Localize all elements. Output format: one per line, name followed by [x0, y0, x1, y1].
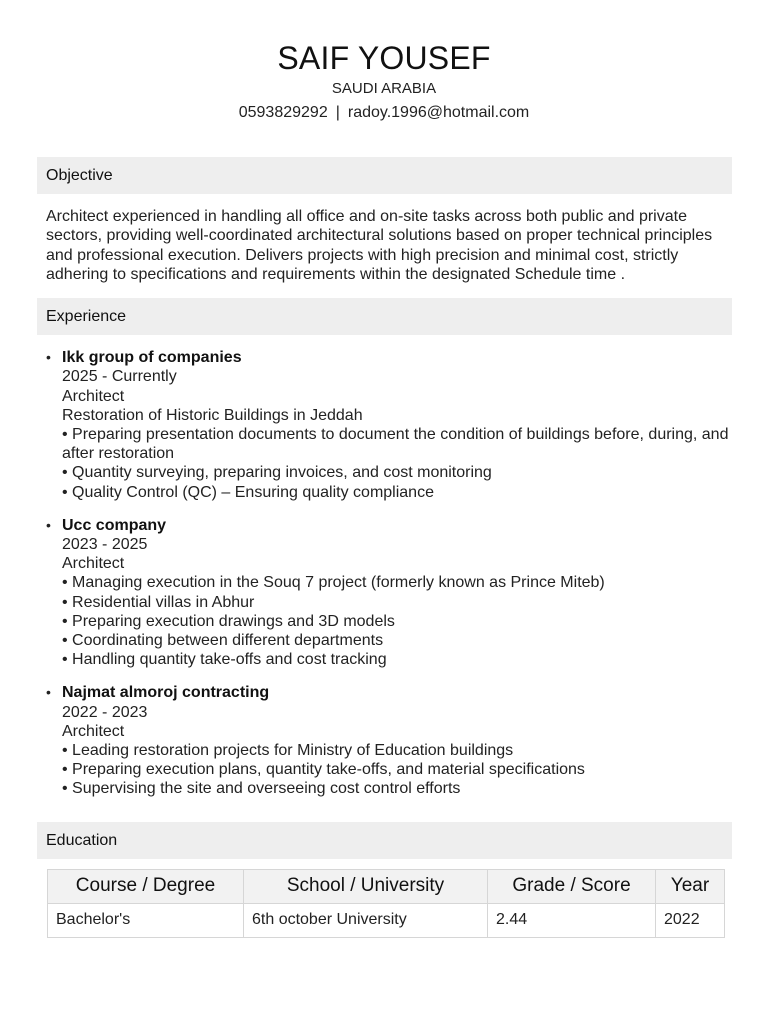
job-role: Architect: [62, 722, 125, 740]
job-detail: • Coordinating between different departments: [62, 632, 384, 650]
experience-section-header: Experience: [37, 298, 732, 335]
job-role: Architect: [62, 555, 125, 573]
objective-section-header: Objective: [37, 157, 732, 194]
job-detail: • Quality Control (QC) – Ensuring quality compliance: [62, 483, 434, 501]
experience-item: [46, 516, 732, 670]
job-period: 2022 - 2023: [62, 703, 148, 721]
column-header-year: Year: [656, 869, 725, 903]
cell-year: 2022: [656, 903, 725, 937]
job-detail: • Preparing execution plans, quantity take-offs, and material specifications: [62, 761, 585, 779]
phone-number: 0593829292: [238, 104, 328, 121]
job-detail: • Residential villas in Abhur: [62, 593, 255, 611]
job-detail: • Preparing execution drawings and 3D models: [62, 612, 395, 630]
experience-list: [46, 348, 732, 798]
resume-header: [0, 0, 768, 123]
experience-item: [46, 683, 732, 798]
job-detail: • Leading restoration projects for Ministry of Education buildings: [62, 742, 514, 760]
job-period: 2025 - Currently: [62, 368, 177, 386]
education-section-header: Education: [37, 822, 732, 859]
column-header-course: Course / Degree: [48, 869, 244, 903]
candidate-name: SAIF YOUSEF: [277, 40, 491, 76]
contact-line: [0, 102, 768, 123]
job-detail: • Managing execution in the Souq 7 project (formerly known as Prince Miteb): [62, 574, 605, 592]
column-header-school: School / University: [244, 869, 488, 903]
company-name: Ucc company: [62, 516, 167, 534]
job-detail: Restoration of Historic Buildings in Jeddah: [62, 406, 363, 424]
objective-text: Architect experienced in handling all office and on-site tasks across both public and private sectors, providing well-coordinated architectural solutions based on proper technical principles and professional execution. Delivers projects with high precision and minimal cost, strictly adhering to specifications and requirements within the designated Schedule time .: [46, 208, 713, 283]
column-header-grade: Grade / Score: [488, 869, 656, 903]
cell-school: 6th october University: [244, 903, 488, 937]
job-detail: • Handling quantity take-offs and cost tracking: [62, 651, 387, 669]
bullet-icon: •: [46, 684, 51, 701]
contact-separator: |: [335, 104, 340, 121]
bullet-icon: •: [46, 349, 51, 366]
email-address: radoy.1996@hotmail.com: [347, 104, 530, 121]
company-name: Ikk group of companies: [62, 349, 242, 367]
job-detail: • Preparing presentation documents to document the condition of buildings before, during, and after restoration: [62, 426, 729, 463]
table-row: [48, 903, 725, 937]
job-detail: • Quantity surveying, preparing invoices, and cost monitoring: [62, 464, 492, 482]
experience-item: [46, 348, 732, 502]
education-table: [47, 869, 725, 938]
table-header-row: [48, 869, 725, 903]
cell-grade: 2.44: [488, 903, 656, 937]
company-name: Najmat almoroj contracting: [62, 684, 270, 702]
candidate-country: SAUDI ARABIA: [331, 80, 437, 97]
job-role: Architect: [62, 387, 125, 405]
cell-course: Bachelor's: [48, 903, 244, 937]
job-period: 2023 - 2025: [62, 536, 148, 554]
job-detail: • Supervising the site and overseeing cost control efforts: [62, 780, 461, 798]
bullet-icon: •: [46, 516, 51, 533]
